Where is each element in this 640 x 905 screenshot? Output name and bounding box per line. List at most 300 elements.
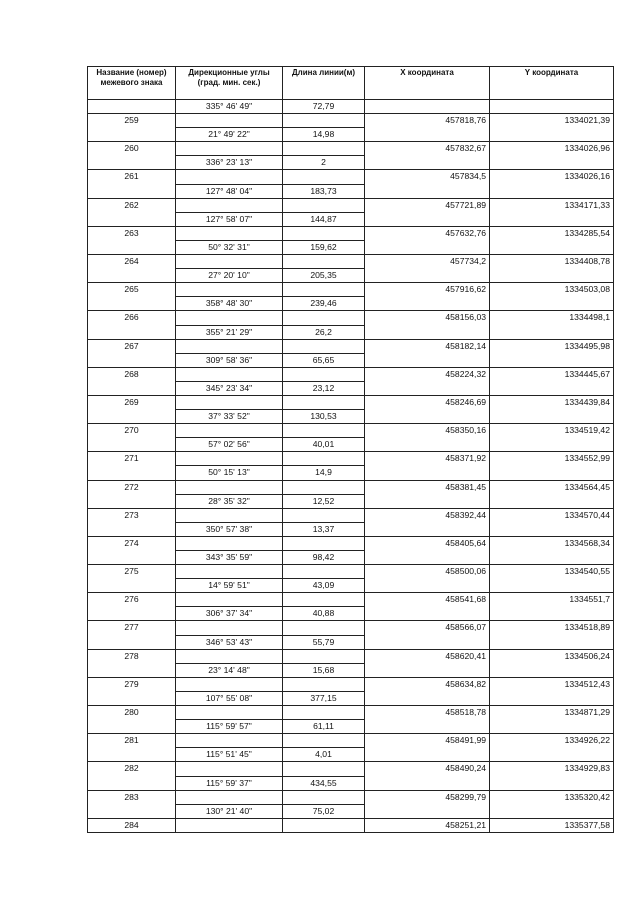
y-coordinate: 1334285,54 bbox=[490, 226, 614, 240]
segment-length: 75,02 bbox=[283, 804, 365, 818]
segment-row bbox=[88, 579, 614, 593]
empty-cell bbox=[365, 494, 490, 508]
y-coordinate: 1334021,39 bbox=[490, 114, 614, 128]
marker-name: 259 bbox=[88, 114, 176, 128]
empty-cell bbox=[490, 720, 614, 734]
x-coordinate: 457818,76 bbox=[365, 114, 490, 128]
empty-cell bbox=[283, 424, 365, 438]
empty-cell bbox=[88, 607, 176, 621]
empty-cell bbox=[283, 565, 365, 579]
empty-cell bbox=[490, 551, 614, 565]
empty-cell bbox=[490, 466, 614, 480]
empty-cell bbox=[365, 325, 490, 339]
x-coordinate: 458541,68 bbox=[365, 593, 490, 607]
marker-name: 264 bbox=[88, 255, 176, 269]
empty-cell bbox=[365, 438, 490, 452]
segment-length: 26,2 bbox=[283, 325, 365, 339]
empty-cell bbox=[88, 410, 176, 424]
segment-angle: 14° 59' 51" bbox=[176, 579, 283, 593]
segment-angle: 50° 32' 31" bbox=[176, 240, 283, 254]
point-row bbox=[88, 311, 614, 325]
y-coordinate: 1334519,42 bbox=[490, 424, 614, 438]
empty-cell bbox=[490, 663, 614, 677]
segment-row bbox=[88, 776, 614, 790]
segment-length: 72,79 bbox=[283, 100, 365, 114]
segment-length: 239,46 bbox=[283, 297, 365, 311]
empty-cell bbox=[365, 635, 490, 649]
point-row bbox=[88, 677, 614, 691]
header-direction-angle: Дирекционные углы (град. мин. сек.) bbox=[176, 67, 283, 100]
empty-cell bbox=[490, 212, 614, 226]
marker-name: 268 bbox=[88, 367, 176, 381]
x-coordinate: 457834,5 bbox=[365, 170, 490, 184]
segment-row bbox=[88, 128, 614, 142]
table-body bbox=[88, 100, 614, 833]
empty-cell bbox=[490, 184, 614, 198]
marker-name: 284 bbox=[88, 818, 176, 832]
empty-cell bbox=[365, 466, 490, 480]
segment-angle: 306° 37' 34" bbox=[176, 607, 283, 621]
segment-length: 40,88 bbox=[283, 607, 365, 621]
empty-cell bbox=[490, 748, 614, 762]
empty-cell bbox=[88, 691, 176, 705]
y-coordinate: 1334026,16 bbox=[490, 170, 614, 184]
point-row bbox=[88, 762, 614, 776]
empty-cell bbox=[283, 734, 365, 748]
empty-cell bbox=[283, 114, 365, 128]
empty-cell bbox=[490, 381, 614, 395]
x-coordinate: 457916,62 bbox=[365, 283, 490, 297]
segment-length: 40,01 bbox=[283, 438, 365, 452]
segment-row bbox=[88, 551, 614, 565]
empty-cell bbox=[176, 255, 283, 269]
point-row bbox=[88, 170, 614, 184]
empty-cell bbox=[490, 776, 614, 790]
empty-cell bbox=[176, 734, 283, 748]
empty-cell bbox=[88, 156, 176, 170]
marker-name: 269 bbox=[88, 395, 176, 409]
empty-cell bbox=[490, 128, 614, 142]
point-row bbox=[88, 790, 614, 804]
segment-length: 14,98 bbox=[283, 128, 365, 142]
empty-cell bbox=[490, 579, 614, 593]
empty-cell bbox=[365, 804, 490, 818]
y-coordinate: 1334564,45 bbox=[490, 480, 614, 494]
segment-row bbox=[88, 607, 614, 621]
segment-length: 205,35 bbox=[283, 269, 365, 283]
x-coordinate: 458620,41 bbox=[365, 649, 490, 663]
header-marker-name: Название (номер) межевого знака bbox=[88, 67, 176, 100]
point-row bbox=[88, 339, 614, 353]
empty-cell bbox=[490, 691, 614, 705]
empty-cell bbox=[88, 663, 176, 677]
y-coordinate: 1334551,7 bbox=[490, 593, 614, 607]
y-coordinate: 1334439,84 bbox=[490, 395, 614, 409]
segment-angle: 345° 23' 34" bbox=[176, 381, 283, 395]
y-coordinate: 1335377,58 bbox=[490, 818, 614, 832]
segment-length: 13,37 bbox=[283, 522, 365, 536]
empty-cell bbox=[176, 593, 283, 607]
empty-cell bbox=[365, 522, 490, 536]
segment-row bbox=[88, 212, 614, 226]
point-row bbox=[88, 367, 614, 381]
marker-name: 265 bbox=[88, 283, 176, 297]
x-coordinate: 458371,92 bbox=[365, 452, 490, 466]
segment-row bbox=[88, 381, 614, 395]
segment-row bbox=[88, 325, 614, 339]
empty-cell bbox=[365, 663, 490, 677]
point-row bbox=[88, 198, 614, 212]
x-coordinate: 458246,69 bbox=[365, 395, 490, 409]
marker-name: 260 bbox=[88, 142, 176, 156]
segment-angle: 115° 59' 37" bbox=[176, 776, 283, 790]
x-coordinate: 458490,24 bbox=[365, 762, 490, 776]
empty-cell bbox=[365, 551, 490, 565]
y-coordinate: 1334570,44 bbox=[490, 508, 614, 522]
point-row bbox=[88, 226, 614, 240]
empty-cell bbox=[365, 748, 490, 762]
y-coordinate: 1334929,83 bbox=[490, 762, 614, 776]
header-line-length: Длина линии(м) bbox=[283, 67, 365, 100]
empty-cell bbox=[283, 480, 365, 494]
segment-angle: 23° 14' 48" bbox=[176, 663, 283, 677]
segment-row bbox=[88, 156, 614, 170]
segment-row bbox=[88, 410, 614, 424]
empty-cell bbox=[365, 410, 490, 424]
empty-cell bbox=[365, 720, 490, 734]
empty-cell bbox=[88, 353, 176, 367]
point-row bbox=[88, 649, 614, 663]
point-row bbox=[88, 452, 614, 466]
empty-cell bbox=[283, 593, 365, 607]
segment-angle: 115° 59' 57" bbox=[176, 720, 283, 734]
segment-angle: 350° 57' 38" bbox=[176, 522, 283, 536]
empty-cell bbox=[88, 579, 176, 593]
empty-cell bbox=[88, 804, 176, 818]
marker-name: 262 bbox=[88, 198, 176, 212]
segment-angle: 27° 20' 10" bbox=[176, 269, 283, 283]
empty-cell bbox=[176, 762, 283, 776]
empty-cell bbox=[283, 255, 365, 269]
empty-cell bbox=[283, 142, 365, 156]
segment-angle: 107° 55' 08" bbox=[176, 691, 283, 705]
marker-name: 272 bbox=[88, 480, 176, 494]
empty-cell bbox=[176, 114, 283, 128]
segment-length: 377,15 bbox=[283, 691, 365, 705]
segment-angle: 343° 35' 59" bbox=[176, 551, 283, 565]
empty-cell bbox=[365, 100, 490, 114]
empty-cell bbox=[283, 790, 365, 804]
empty-cell bbox=[490, 804, 614, 818]
x-coordinate: 458350,16 bbox=[365, 424, 490, 438]
empty-cell bbox=[283, 762, 365, 776]
empty-cell bbox=[365, 353, 490, 367]
y-coordinate: 1334871,29 bbox=[490, 706, 614, 720]
x-coordinate: 458405,64 bbox=[365, 536, 490, 550]
empty-cell bbox=[88, 269, 176, 283]
point-row bbox=[88, 565, 614, 579]
segment-length: 130,53 bbox=[283, 410, 365, 424]
segment-row bbox=[88, 691, 614, 705]
segment-row bbox=[88, 494, 614, 508]
y-coordinate: 1334506,24 bbox=[490, 649, 614, 663]
point-row bbox=[88, 593, 614, 607]
empty-cell bbox=[490, 607, 614, 621]
x-coordinate: 458634,82 bbox=[365, 677, 490, 691]
point-row bbox=[88, 114, 614, 128]
empty-cell bbox=[283, 339, 365, 353]
point-row bbox=[88, 142, 614, 156]
segment-row bbox=[88, 522, 614, 536]
segment-row bbox=[88, 720, 614, 734]
empty-cell bbox=[176, 508, 283, 522]
empty-cell bbox=[88, 240, 176, 254]
point-row bbox=[88, 424, 614, 438]
empty-cell bbox=[176, 311, 283, 325]
header-x-coordinate: X координата bbox=[365, 67, 490, 100]
empty-cell bbox=[176, 170, 283, 184]
x-coordinate: 457734,2 bbox=[365, 255, 490, 269]
segment-row bbox=[88, 466, 614, 480]
segment-row bbox=[88, 804, 614, 818]
empty-cell bbox=[283, 367, 365, 381]
x-coordinate: 458491,99 bbox=[365, 734, 490, 748]
empty-cell bbox=[283, 677, 365, 691]
segment-angle: 57° 02' 56" bbox=[176, 438, 283, 452]
empty-cell bbox=[365, 776, 490, 790]
segment-length: 2 bbox=[283, 156, 365, 170]
empty-cell bbox=[88, 466, 176, 480]
marker-name: 282 bbox=[88, 762, 176, 776]
segment-angle: 336° 23' 13" bbox=[176, 156, 283, 170]
x-coordinate: 458182,14 bbox=[365, 339, 490, 353]
table-header-row bbox=[88, 67, 614, 100]
y-coordinate: 1334026,96 bbox=[490, 142, 614, 156]
empty-cell bbox=[283, 226, 365, 240]
segment-length: 14,9 bbox=[283, 466, 365, 480]
empty-cell bbox=[88, 635, 176, 649]
segment-angle: 127° 58' 07" bbox=[176, 212, 283, 226]
point-row bbox=[88, 480, 614, 494]
segment-angle: 50° 15' 13" bbox=[176, 466, 283, 480]
segment-length: 183,73 bbox=[283, 184, 365, 198]
empty-cell bbox=[283, 452, 365, 466]
empty-cell bbox=[88, 522, 176, 536]
segment-angle: 115° 51' 45" bbox=[176, 748, 283, 762]
marker-name: 263 bbox=[88, 226, 176, 240]
x-coordinate: 458392,44 bbox=[365, 508, 490, 522]
segment-length: 23,12 bbox=[283, 381, 365, 395]
point-row bbox=[88, 395, 614, 409]
y-coordinate: 1334495,98 bbox=[490, 339, 614, 353]
empty-cell bbox=[490, 635, 614, 649]
marker-name: 275 bbox=[88, 565, 176, 579]
marker-name: 271 bbox=[88, 452, 176, 466]
document-page bbox=[87, 66, 613, 833]
empty-cell bbox=[176, 283, 283, 297]
empty-cell bbox=[283, 706, 365, 720]
empty-cell bbox=[283, 818, 365, 832]
header-y-coordinate: Y координата bbox=[490, 67, 614, 100]
empty-cell bbox=[283, 621, 365, 635]
y-coordinate: 1334503,08 bbox=[490, 283, 614, 297]
segment-angle: 130° 21' 40" bbox=[176, 804, 283, 818]
point-row bbox=[88, 734, 614, 748]
segment-angle: 346° 53' 43" bbox=[176, 635, 283, 649]
y-coordinate: 1334926,22 bbox=[490, 734, 614, 748]
empty-cell bbox=[490, 522, 614, 536]
empty-cell bbox=[365, 691, 490, 705]
empty-cell bbox=[88, 438, 176, 452]
marker-name: 274 bbox=[88, 536, 176, 550]
empty-cell bbox=[365, 297, 490, 311]
segment-row bbox=[88, 100, 614, 114]
empty-cell bbox=[283, 283, 365, 297]
empty-cell bbox=[88, 128, 176, 142]
marker-name: 283 bbox=[88, 790, 176, 804]
empty-cell bbox=[176, 395, 283, 409]
segment-length: 4,01 bbox=[283, 748, 365, 762]
segment-angle: 355° 21' 29" bbox=[176, 325, 283, 339]
empty-cell bbox=[490, 353, 614, 367]
x-coordinate: 458251,21 bbox=[365, 818, 490, 832]
x-coordinate: 458566,07 bbox=[365, 621, 490, 635]
segment-row bbox=[88, 240, 614, 254]
empty-cell bbox=[365, 579, 490, 593]
empty-cell bbox=[176, 649, 283, 663]
segment-length: 55,79 bbox=[283, 635, 365, 649]
marker-name: 261 bbox=[88, 170, 176, 184]
empty-cell bbox=[176, 706, 283, 720]
empty-cell bbox=[365, 212, 490, 226]
empty-cell bbox=[176, 339, 283, 353]
empty-cell bbox=[88, 748, 176, 762]
segment-angle: 309° 58' 36" bbox=[176, 353, 283, 367]
segment-row bbox=[88, 297, 614, 311]
empty-cell bbox=[283, 311, 365, 325]
empty-cell bbox=[176, 424, 283, 438]
empty-cell bbox=[365, 269, 490, 283]
segment-length: 43,09 bbox=[283, 579, 365, 593]
empty-cell bbox=[176, 790, 283, 804]
marker-name: 270 bbox=[88, 424, 176, 438]
point-row bbox=[88, 706, 614, 720]
segment-row bbox=[88, 269, 614, 283]
empty-cell bbox=[176, 452, 283, 466]
empty-cell bbox=[88, 212, 176, 226]
y-coordinate: 1335320,42 bbox=[490, 790, 614, 804]
marker-name: 276 bbox=[88, 593, 176, 607]
boundary-coordinates-table bbox=[87, 66, 614, 833]
x-coordinate: 458156,03 bbox=[365, 311, 490, 325]
y-coordinate: 1334408,78 bbox=[490, 255, 614, 269]
point-row bbox=[88, 818, 614, 832]
segment-angle: 127° 48' 04" bbox=[176, 184, 283, 198]
segment-angle: 37° 33' 52" bbox=[176, 410, 283, 424]
empty-cell bbox=[490, 494, 614, 508]
empty-cell bbox=[490, 240, 614, 254]
segment-length: 434,55 bbox=[283, 776, 365, 790]
point-row bbox=[88, 621, 614, 635]
empty-cell bbox=[88, 551, 176, 565]
empty-cell bbox=[88, 720, 176, 734]
x-coordinate: 457832,67 bbox=[365, 142, 490, 156]
segment-row bbox=[88, 663, 614, 677]
segment-length: 12,52 bbox=[283, 494, 365, 508]
point-row bbox=[88, 508, 614, 522]
segment-length: 98,42 bbox=[283, 551, 365, 565]
empty-cell bbox=[176, 536, 283, 550]
empty-cell bbox=[176, 677, 283, 691]
x-coordinate: 458299,79 bbox=[365, 790, 490, 804]
marker-name: 278 bbox=[88, 649, 176, 663]
segment-angle: 21° 49' 22" bbox=[176, 128, 283, 142]
x-coordinate: 457632,76 bbox=[365, 226, 490, 240]
y-coordinate: 1334445,67 bbox=[490, 367, 614, 381]
empty-cell bbox=[88, 494, 176, 508]
empty-cell bbox=[365, 240, 490, 254]
x-coordinate: 458381,45 bbox=[365, 480, 490, 494]
empty-cell bbox=[490, 297, 614, 311]
empty-cell bbox=[176, 198, 283, 212]
segment-length: 15,68 bbox=[283, 663, 365, 677]
empty-cell bbox=[176, 818, 283, 832]
empty-cell bbox=[490, 438, 614, 452]
empty-cell bbox=[176, 226, 283, 240]
empty-cell bbox=[283, 198, 365, 212]
empty-cell bbox=[283, 508, 365, 522]
empty-cell bbox=[176, 142, 283, 156]
y-coordinate: 1334498,1 bbox=[490, 311, 614, 325]
empty-cell bbox=[365, 156, 490, 170]
empty-cell bbox=[88, 381, 176, 395]
segment-row bbox=[88, 635, 614, 649]
segment-length: 144,87 bbox=[283, 212, 365, 226]
point-row bbox=[88, 536, 614, 550]
segment-row bbox=[88, 353, 614, 367]
y-coordinate: 1334540,55 bbox=[490, 565, 614, 579]
empty-cell bbox=[88, 184, 176, 198]
empty-cell bbox=[176, 565, 283, 579]
point-row bbox=[88, 255, 614, 269]
marker-name: 281 bbox=[88, 734, 176, 748]
empty-cell bbox=[283, 536, 365, 550]
empty-cell bbox=[283, 395, 365, 409]
segment-angle: 335° 46' 49" bbox=[176, 100, 283, 114]
marker-name: 266 bbox=[88, 311, 176, 325]
point-row bbox=[88, 283, 614, 297]
x-coordinate: 458500,06 bbox=[365, 565, 490, 579]
empty-cell bbox=[490, 100, 614, 114]
marker-name: 267 bbox=[88, 339, 176, 353]
empty-cell bbox=[365, 607, 490, 621]
segment-length: 65,65 bbox=[283, 353, 365, 367]
segment-angle: 28° 35' 32" bbox=[176, 494, 283, 508]
empty-cell bbox=[176, 480, 283, 494]
segment-length: 61,11 bbox=[283, 720, 365, 734]
marker-name: 273 bbox=[88, 508, 176, 522]
empty-cell bbox=[283, 649, 365, 663]
marker-name: 279 bbox=[88, 677, 176, 691]
x-coordinate: 457721,89 bbox=[365, 198, 490, 212]
segment-row bbox=[88, 438, 614, 452]
x-coordinate: 458518,78 bbox=[365, 706, 490, 720]
empty-cell bbox=[490, 269, 614, 283]
segment-angle: 358° 48' 30" bbox=[176, 297, 283, 311]
empty-cell bbox=[88, 325, 176, 339]
segment-length: 159,62 bbox=[283, 240, 365, 254]
x-coordinate: 458224,32 bbox=[365, 367, 490, 381]
